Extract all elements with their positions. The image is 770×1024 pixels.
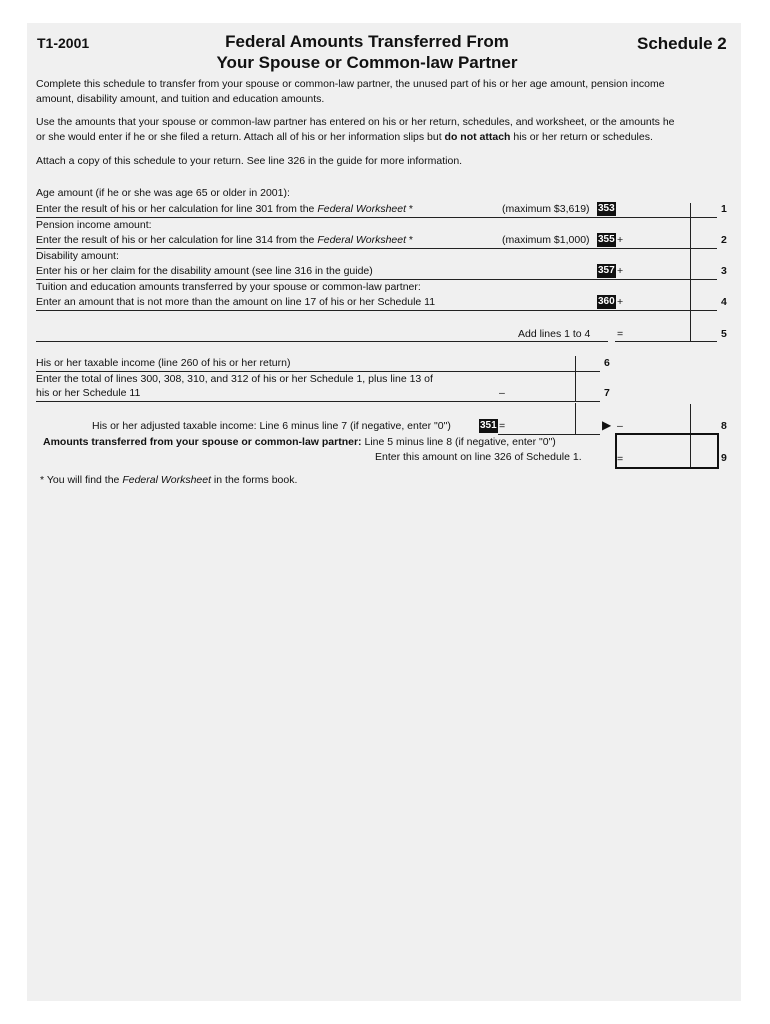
pension-text-italic: Federal Worksheet: [317, 234, 407, 246]
line-number-1: 1: [721, 203, 727, 215]
pension-text-post: *: [406, 234, 414, 246]
page-title-line1: Federal Amounts Transferred From: [225, 32, 509, 51]
line-number-5: 5: [721, 328, 727, 340]
intro-p2b: [36, 131, 653, 144]
code-360: 360: [598, 296, 615, 307]
form-page: [27, 23, 741, 1001]
code-351: 351: [480, 420, 497, 431]
intro-p1b: amount, disability amount, and tuition and education amounts.: [36, 93, 325, 105]
footnote-pre: * You will find the: [40, 474, 123, 486]
intro-p2b-bold: do not attach: [444, 131, 511, 143]
age-text-pre: Enter the result of his or her calculation for line 301 from the: [36, 203, 318, 215]
intro-p3: Attach a copy of this schedule to your return. See line 326 in the guide for more information.: [36, 155, 463, 167]
plus-sign-2: +: [617, 234, 624, 246]
transfer-text-bold: Amounts transferred from your spouse or common-law partner:: [43, 436, 362, 448]
line7-input-underline[interactable]: [498, 401, 600, 402]
line2-rule: [36, 248, 615, 249]
line1-input-underline[interactable]: [615, 217, 717, 218]
equals-sign-5: =: [617, 328, 624, 340]
code-357: 357: [598, 265, 615, 276]
minus-sign-7: –: [499, 387, 505, 399]
line-number-2: 2: [721, 234, 727, 246]
code-353: 353: [598, 203, 615, 214]
equals-sign-9: =: [617, 453, 624, 465]
footnote: [40, 474, 297, 487]
cents-divider-8a: [575, 403, 576, 434]
line5-input-underline[interactable]: [615, 341, 717, 342]
age-heading: Age amount (if he or she was age 65 or older in 2001):: [36, 187, 290, 199]
line3-input-underline[interactable]: [615, 279, 717, 280]
total-lines-text-2: his or her Schedule 11: [36, 387, 141, 399]
line5-rule: [36, 341, 608, 342]
age-max: (maximum $3,619): [502, 203, 590, 215]
line1-rule: [36, 217, 615, 218]
line-number-7: 7: [604, 387, 610, 399]
tuition-text: Enter an amount that is not more than the amount on line 17 of his or her Schedule 11: [36, 296, 436, 308]
line8-input-underline[interactable]: [498, 434, 600, 435]
footnote-post: in the forms book.: [211, 474, 298, 486]
plus-sign-3: +: [617, 265, 624, 277]
line3-rule: [36, 279, 615, 280]
add-lines-label: Add lines 1 to 4: [518, 328, 591, 340]
disability-heading: Disability amount:: [36, 250, 119, 262]
arrow-icon: ▶: [602, 418, 612, 432]
transfer-text-2: Enter this amount on line 326 of Schedule 1.: [375, 451, 582, 463]
equals-sign-8: =: [499, 420, 506, 432]
form-id: T1-2001: [37, 35, 90, 51]
line9-input-box[interactable]: [615, 433, 719, 469]
transfer-text: [43, 436, 556, 449]
cents-divider-6: [575, 356, 576, 371]
total-lines-text-1: Enter the total of lines 300, 308, 310, and 312 of his or her Schedule 1, plus line 13 of: [36, 373, 433, 385]
cents-divider-8b: [690, 404, 691, 434]
line-number-9: 9: [721, 452, 727, 464]
line4-input-underline[interactable]: [615, 310, 717, 311]
line7-rule: [36, 401, 498, 402]
intro-p2b-pre: or she would enter if he or she filed a return. Attach all of his or her information slips but: [36, 131, 445, 143]
line2-input-underline[interactable]: [615, 248, 717, 249]
cents-divider-3: [690, 249, 691, 279]
pension-max: (maximum $1,000): [502, 234, 590, 246]
tuition-heading: Tuition and education amounts transferred by your spouse or common-law partner:: [36, 281, 421, 293]
taxable-income-text: His or her taxable income (line 260 of his or her return): [36, 357, 291, 369]
cents-divider-2: [690, 218, 691, 248]
line-number-8: 8: [721, 420, 727, 432]
intro-p2: Use the amounts that your spouse or common-law partner has entered on his or her return, schedules, and worksheet, or the amounts he: [36, 116, 675, 128]
transfer-text-rest: Line 5 minus line 8 (if negative, enter "0"): [361, 436, 556, 448]
cents-divider-7: [575, 372, 576, 401]
age-text-italic: Federal Worksheet: [317, 203, 407, 215]
cents-divider-1: [690, 203, 691, 217]
footnote-italic: Federal Worksheet: [122, 474, 212, 486]
pension-text: [36, 234, 413, 247]
schedule-label: Schedule 2: [637, 34, 727, 53]
age-text-post: *: [406, 203, 414, 215]
cents-divider-4: [690, 280, 691, 310]
line6-input-underline[interactable]: [498, 371, 600, 372]
pension-text-pre: Enter the result of his or her calculation for line 314 from the: [36, 234, 318, 246]
line-number-6: 6: [604, 357, 610, 369]
minus-sign-8: –: [617, 420, 623, 432]
code-355: 355: [598, 234, 615, 245]
line-number-3: 3: [721, 265, 727, 277]
age-text: [36, 203, 413, 216]
plus-sign-4: +: [617, 296, 624, 308]
intro-p1: Complete this schedule to transfer from your spouse or common-law partner, the unused part of his or her age amount, pension income: [36, 78, 665, 90]
intro-p2b-post: his or her return or schedules.: [510, 131, 653, 143]
disability-text: Enter his or her claim for the disability amount (see line 316 in the guide): [36, 265, 373, 277]
cents-divider-5: [690, 311, 691, 341]
line4-rule: [36, 310, 615, 311]
page-title-line2: Your Spouse or Common-law Partner: [216, 53, 518, 72]
cents-divider-9: [690, 435, 691, 467]
line6-rule: [36, 371, 498, 372]
adjusted-income-text: His or her adjusted taxable income: Line 6 minus line 7 (if negative, enter "0"): [92, 420, 451, 432]
pension-heading: Pension income amount:: [36, 219, 152, 231]
line-number-4: 4: [721, 296, 727, 308]
